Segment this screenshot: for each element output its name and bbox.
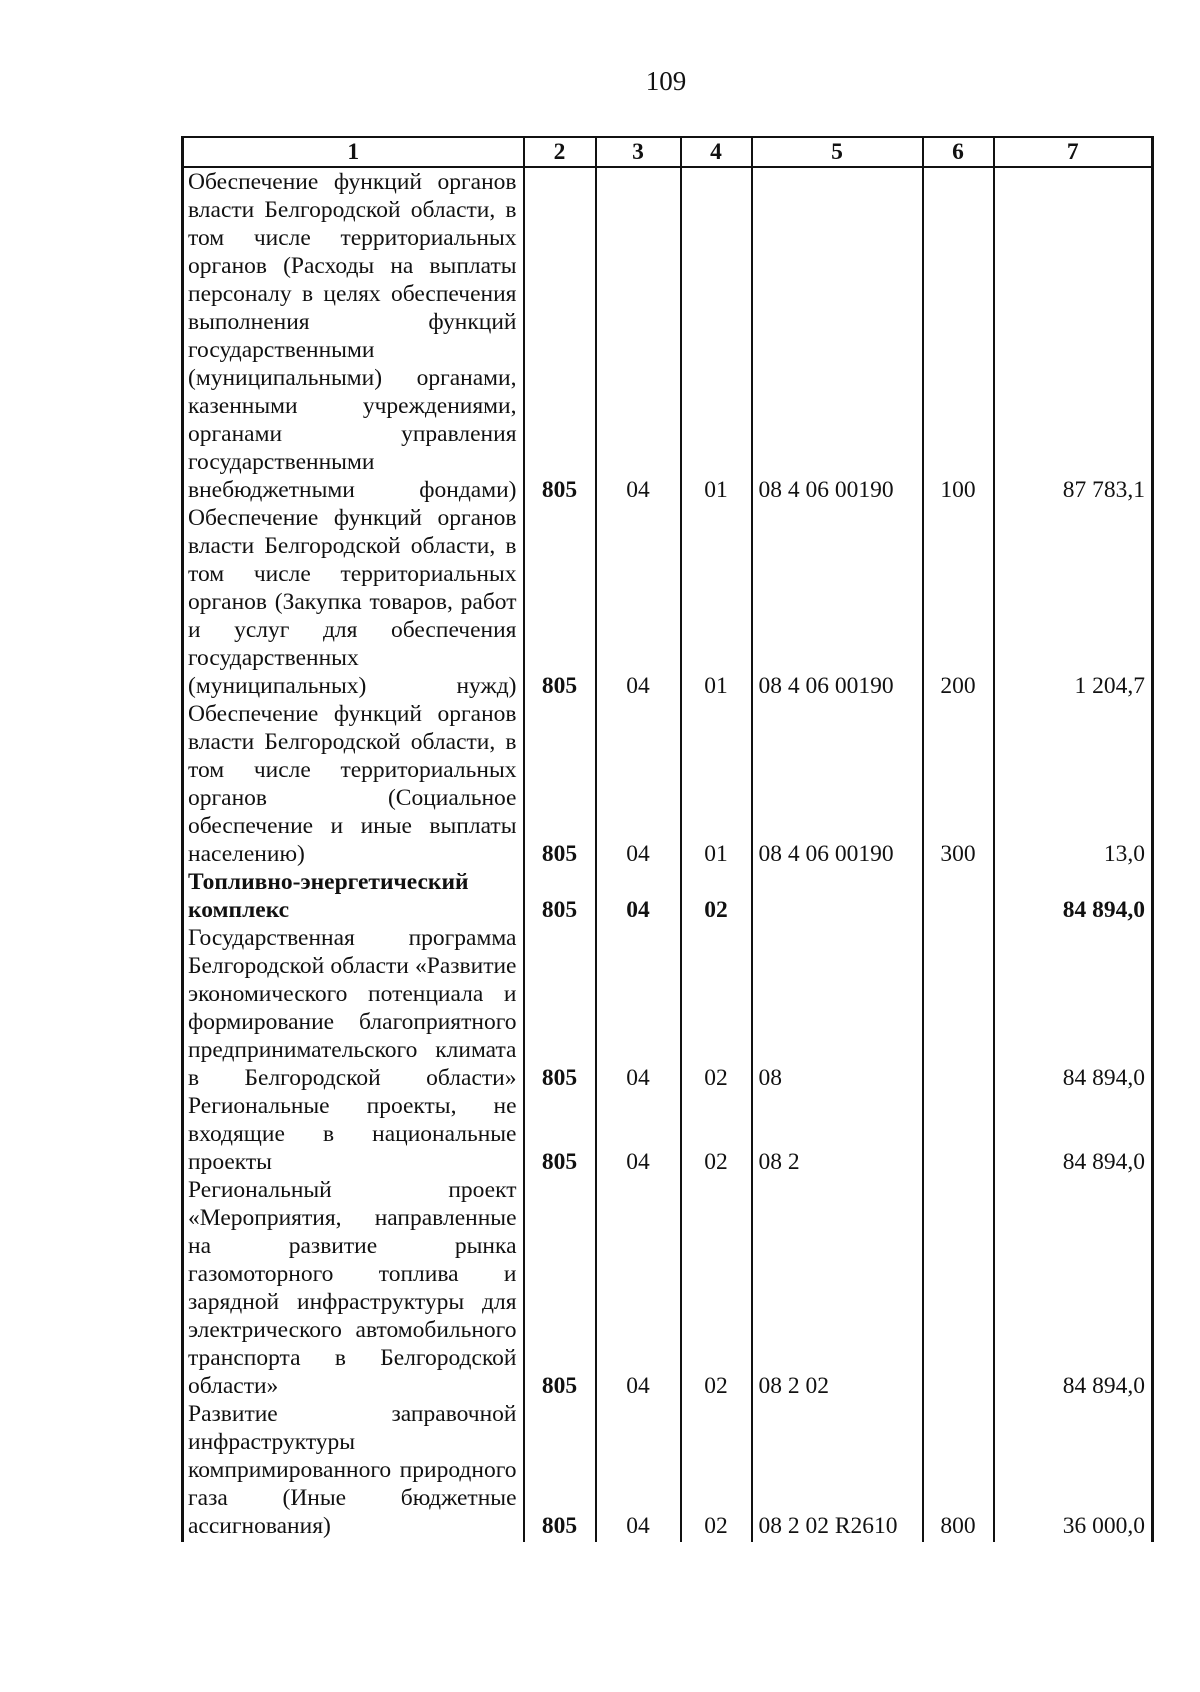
cell-subsection: 01	[681, 504, 752, 700]
cell-description: Обеспечение функций органов власти Белгородской области, в том числе территориальных органов (Расходы на выплаты персоналу в целях обеспечения выполнения функций государственными (муниципальными) органами, казенными учреждениями, органами управления государственными внебюджетными фондами)	[183, 167, 524, 504]
cell-description: Топливно-энергетический комплекс	[183, 868, 524, 924]
cell-department-code: 805	[524, 924, 596, 1092]
cell-expense-type: 100	[923, 167, 994, 504]
cell-section: 04	[596, 1400, 681, 1542]
cell-expense-type	[923, 1092, 994, 1176]
cell-description: Обеспечение функций органов власти Белгородской области, в том числе территориальных органов (Закупка товаров, работ и услуг для обеспечения государственных (муниципальных) нужд)	[183, 504, 524, 700]
cell-department-code: 805	[524, 868, 596, 924]
table-row	[183, 1092, 1153, 1176]
cell-target-article: 08 2 02 R2610	[752, 1400, 923, 1542]
column-header-6: 6	[923, 137, 994, 167]
cell-expense-type: 200	[923, 504, 994, 700]
cell-description: Региональные проекты, не входящие в национальные проекты	[183, 1092, 524, 1176]
header-row	[183, 137, 1153, 167]
table-row	[183, 1400, 1153, 1542]
cell-subsection: 02	[681, 868, 752, 924]
cell-department-code: 805	[524, 1400, 596, 1542]
page-number: 109	[645, 66, 687, 96]
table-row	[183, 504, 1153, 700]
cell-expense-type: 800	[923, 1400, 994, 1542]
cell-description: Обеспечение функций органов власти Белгородской области, в том числе территориальных органов (Социальное обеспечение и иные выплаты населению)	[183, 700, 524, 868]
cell-amount: 84 894,0	[994, 868, 1153, 924]
cell-target-article: 08 4 06 00190	[752, 504, 923, 700]
cell-department-code: 805	[524, 504, 596, 700]
cell-amount: 87 783,1	[994, 167, 1153, 504]
cell-department-code: 805	[524, 1092, 596, 1176]
cell-expense-type: 300	[923, 700, 994, 868]
cell-expense-type	[923, 868, 994, 924]
column-header-5: 5	[752, 137, 923, 167]
cell-target-article: 08 4 06 00190	[752, 700, 923, 868]
cell-section: 04	[596, 700, 681, 868]
column-header-4: 4	[681, 137, 752, 167]
column-header-2: 2	[524, 137, 596, 167]
cell-subsection: 02	[681, 924, 752, 1092]
cell-section: 04	[596, 504, 681, 700]
cell-section: 04	[596, 924, 681, 1092]
cell-amount: 84 894,0	[994, 1176, 1153, 1400]
cell-target-article	[752, 868, 923, 924]
cell-section: 04	[596, 1092, 681, 1176]
cell-department-code: 805	[524, 167, 596, 504]
budget-table	[181, 136, 1154, 1542]
table-row	[183, 700, 1153, 868]
cell-subsection: 02	[681, 1400, 752, 1542]
cell-subsection: 02	[681, 1092, 752, 1176]
cell-subsection: 02	[681, 1176, 752, 1400]
cell-amount: 36 000,0	[994, 1400, 1153, 1542]
cell-amount: 1 204,7	[994, 504, 1153, 700]
cell-subsection: 01	[681, 700, 752, 868]
cell-expense-type	[923, 1176, 994, 1400]
cell-department-code: 805	[524, 1176, 596, 1400]
table-row	[183, 1176, 1153, 1400]
table-body	[183, 167, 1153, 1542]
cell-amount: 84 894,0	[994, 1092, 1153, 1176]
column-header-3: 3	[596, 137, 681, 167]
cell-section: 04	[596, 1176, 681, 1400]
column-header-1: 1	[183, 137, 524, 167]
cell-description: Государственная программа Белгородской области «Развитие экономического потенциала и формирование благоприятного предпринимательского климата в Белгородской области»	[183, 924, 524, 1092]
cell-subsection: 01	[681, 167, 752, 504]
cell-amount: 13,0	[994, 700, 1153, 868]
table-row	[183, 167, 1153, 504]
cell-description: Региональный проект «Мероприятия, направленные на развитие рынка газомоторного топлива и зарядной инфраструктуры для электрического автомобильного транспорта в Белгородской области»	[183, 1176, 524, 1400]
cell-target-article: 08 2	[752, 1092, 923, 1176]
cell-expense-type	[923, 924, 994, 1092]
cell-description: Развитие заправочной инфраструктуры компримированного природного газа (Иные бюджетные ассигнования)	[183, 1400, 524, 1542]
cell-section: 04	[596, 868, 681, 924]
table-row	[183, 924, 1153, 1092]
cell-target-article: 08 4 06 00190	[752, 167, 923, 504]
column-header-7: 7	[994, 137, 1153, 167]
cell-department-code: 805	[524, 700, 596, 868]
cell-target-article: 08 2 02	[752, 1176, 923, 1400]
table-header	[183, 137, 1153, 167]
cell-target-article: 08	[752, 924, 923, 1092]
table-row	[183, 868, 1153, 924]
cell-amount: 84 894,0	[994, 924, 1153, 1092]
cell-section: 04	[596, 167, 681, 504]
